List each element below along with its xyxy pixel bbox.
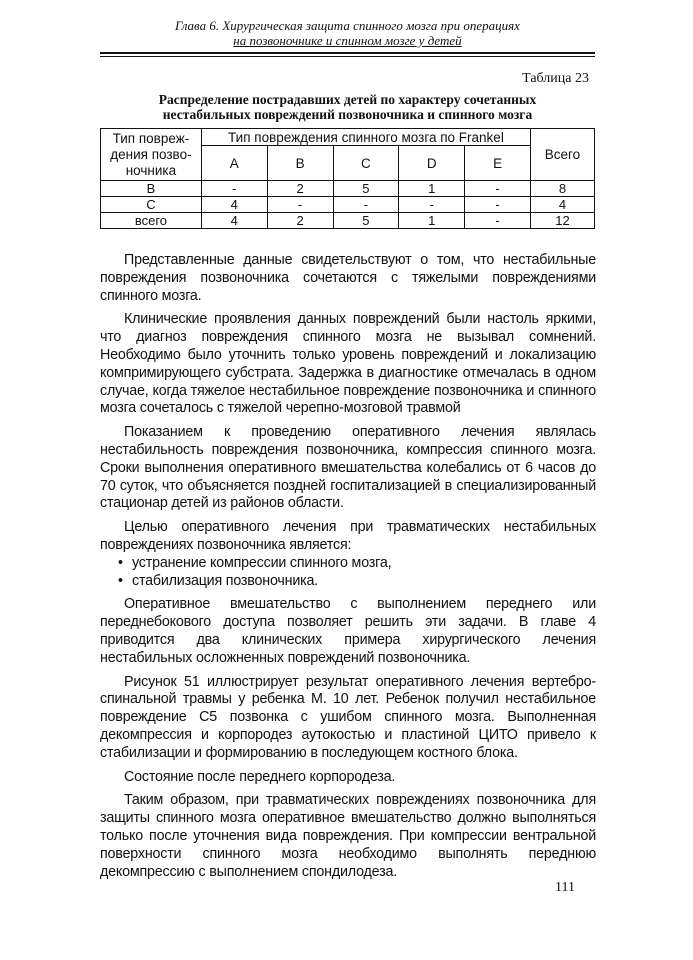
header-rule-thin: [100, 56, 595, 57]
header-grade-c: C: [333, 146, 399, 181]
row-type: B: [101, 181, 202, 197]
header-total: Всего: [531, 129, 595, 181]
cell-value: -: [267, 197, 333, 213]
header-spine-injury-type: [101, 129, 202, 181]
header-frankel-group: Тип повреждения спинного мозга по Frankel: [201, 129, 530, 146]
cell-value: -: [399, 197, 465, 213]
cell-value: -: [465, 181, 531, 197]
paragraph: Представленные данные свидетельствуют о том, что нестабильные повреждения позвоночника сочетаются с тяжелыми повреждениями спинного мозга.: [100, 252, 596, 304]
cell-total: 12: [531, 213, 595, 229]
paragraph: Состояние после переднего корпородеза.: [124, 768, 396, 785]
table-title: [100, 92, 595, 122]
cell-value: 5: [333, 181, 399, 197]
cell-value: -: [465, 213, 531, 229]
header-line-1: Глава 6. Хирургическая защита спинного мозга при операциях: [175, 18, 520, 33]
header-grade-a: A: [201, 146, 267, 181]
cell-value: -: [465, 197, 531, 213]
row-type: всего: [101, 213, 202, 229]
paragraph: Клинические проявления данных повреждений были настоль яркими, что диагноз повреждения спинного мозга не вызывал сомнений. Необходимо было уточнить только уровень повреждений и локализацию компримирующего субстрата. Задержка в диагностике отмечалась в одном случае, когда тяжелое нестабильное повреждение позвоночника и спинного мозга сочеталось с тяжелой черепно-мозговой травмой: [100, 311, 596, 417]
header-spine-injury-type-text: Тип повреж-дения позво-ночника: [110, 130, 192, 178]
header-line-2: на позвоночнике и спинном мозге у детей: [233, 33, 462, 48]
running-header: [100, 18, 595, 48]
paragraph: Рисунок 51 иллюстрирует результат оперативного лечения вертебро-спинальной травмы у ребенка М. 10 лет. Ребенок получил нестабильное повреждение С5 позвонка с ушибом спинного мозга. Выполненная декомпрессия и корпородез аутокостью и пластиной ЦИТО привело к стабилизации и формированию в последующем костного блока.: [100, 673, 596, 761]
cell-value: 4: [201, 213, 267, 229]
paragraph: Показанием к проведению оперативного лечения являлась нестабильность повреждения позвоночника, компрессия спинного мозга. Сроки выполнения оперативного вмешательства колебались от 6 часов до 70 суток, что объясняется поздней госпитализацией в специализированный стационар детей из районов области.: [100, 424, 596, 512]
cell-value: 2: [267, 181, 333, 197]
injury-distribution-table: [100, 128, 595, 229]
table-title-line-1: Распределение пострадавших детей по характеру сочетанных: [158, 92, 537, 107]
table-row: [101, 197, 595, 213]
cell-value: 5: [333, 213, 399, 229]
page-number: 111: [555, 880, 575, 895]
cell-value: -: [201, 181, 267, 197]
cell-total: 4: [531, 197, 595, 213]
paragraph: Таким образом, при травматических повреждениях позвоночника для защиты спинного мозга оперативное вмешательство должно выполняться только после уточнения вида повреждения. При компрессии вентральной поверхности спинного мозга необходимо выполнять переднюю декомпрессию с выполнением спондилодеза.: [100, 792, 596, 880]
table-row: [101, 213, 595, 229]
table-number: Таблица 23: [522, 71, 589, 86]
paragraph: Целью оперативного лечения при травматических нестабильных повреждениях позвоночника является:: [100, 519, 596, 553]
list-item: • устранение компрессии спинного мозга,: [132, 555, 596, 573]
header-rule-thick: [100, 52, 595, 54]
header-grade-e: E: [465, 146, 531, 181]
goal-list: [100, 555, 596, 591]
header-grade-d: D: [399, 146, 465, 181]
paragraph: Оперативное вмешательство с выполнением переднего или переднебокового доступа позволяет решить эти задачи. В главе 4 приводится два клинических примера хирургического лечения нестабильных осложненных повреждений позвоночника.: [100, 596, 596, 666]
cell-value: -: [333, 197, 399, 213]
list-item: • стабилизация позвоночника.: [132, 573, 596, 591]
row-type: C: [101, 197, 202, 213]
cell-value: 1: [399, 213, 465, 229]
header-grade-b: B: [267, 146, 333, 181]
table-row: [101, 181, 595, 197]
cell-value: 1: [399, 181, 465, 197]
body-text: [100, 252, 596, 887]
cell-value: 4: [201, 197, 267, 213]
table-title-line-2: нестабильных повреждений позвоночника и спинного мозга: [162, 107, 533, 122]
cell-value: 2: [267, 213, 333, 229]
cell-total: 8: [531, 181, 595, 197]
